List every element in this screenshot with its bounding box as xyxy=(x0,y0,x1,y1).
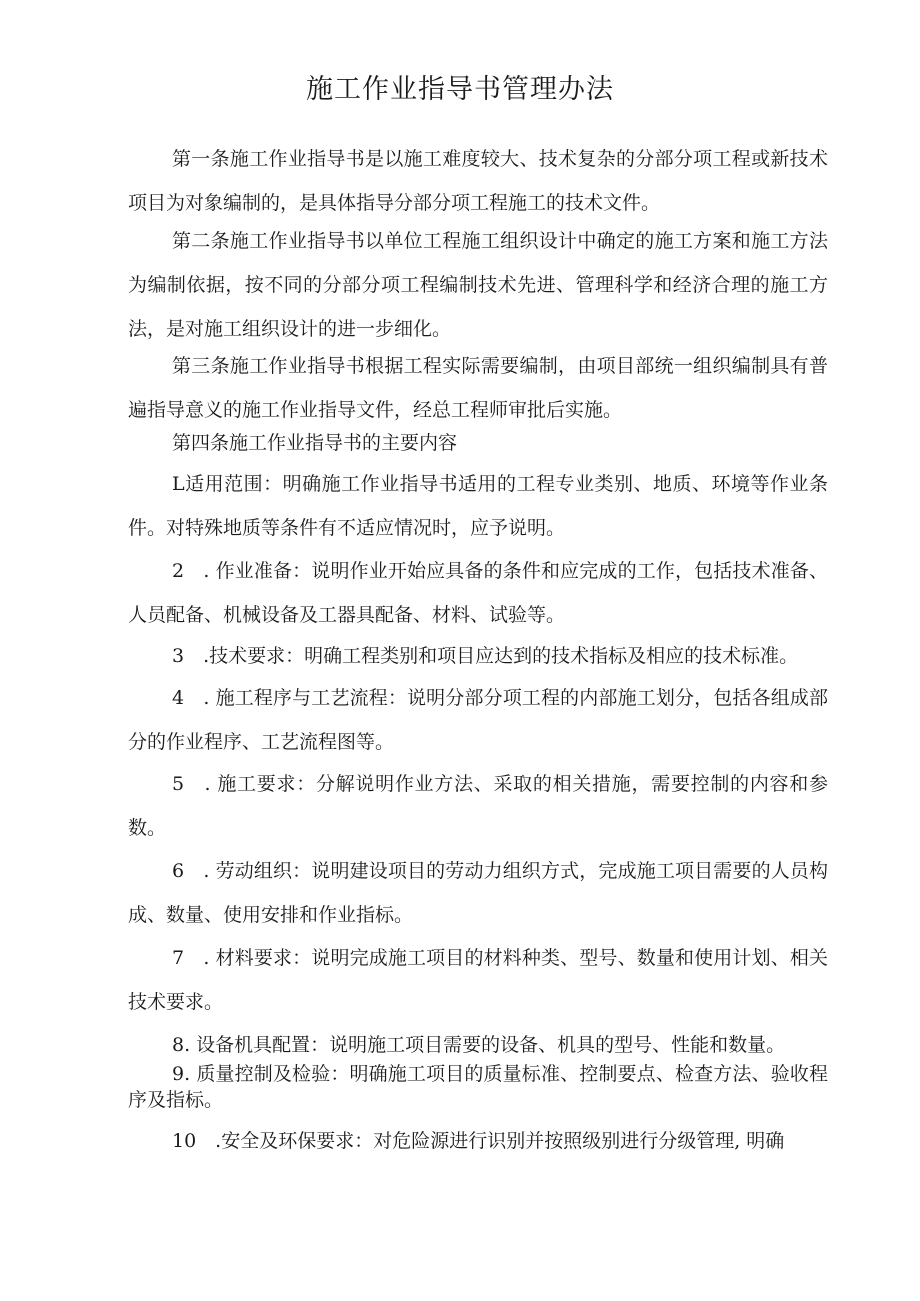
paragraph-item-7: 7 . 材料要求：说明完成施工项目的材料种类、型号、数量和使用计划、相关技术要求。 xyxy=(128,947,828,1013)
paragraph-item-9: 9. 质量控制及检验：明确施工项目的质量标准、控制要点、检查方法、验收程序及指标。 xyxy=(128,1063,828,1111)
paragraph-item-5: 5 . 施工要求：分解说明作业方法、采取的相关措施，需要控制的内容和参数。 xyxy=(128,773,828,839)
paragraph-item-6: 6 . 劳动组织：说明建设项目的劳动力组织方式，完成施工项目需要的人员构成、数量、使用安排和作业指标。 xyxy=(128,860,828,926)
paragraph-item-3: 3 .技术要求：明确工程类别和项目应达到的技术指标及相应的技术标准。 xyxy=(172,645,799,667)
paragraph-item-8: 8. 设备机具配置：说明施工项目需要的设备、机具的型号、性能和数量。 xyxy=(172,1034,786,1056)
paragraph-article-2: 第二条施工作业指导书以单位工程施工组织设计中确定的施工方案和施工方法为编制依据，按不同的分部分项工程编制技术先进、管理科学和经济合理的施工方法，是对施工组织设计的进一步细化。 xyxy=(128,230,828,340)
paragraph-item-10: 10 .安全及环保要求：对危险源进行识别并按照级别进行分级管理, 明确 xyxy=(172,1130,785,1152)
document-title: 施工作业指导书管理办法 xyxy=(306,74,614,105)
paragraph-item-4: 4 . 施工程序与工艺流程：说明分部分项工程的内部施工划分，包括各组成部分的作业程序、工艺流程图等。 xyxy=(128,687,828,753)
paragraph-article-3: 第三条施工作业指导书根据工程实际需要编制，由项目部统一组织编制具有普遍指导意义的施工作业指导文件，经总工程师审批后实施。 xyxy=(128,355,828,421)
paragraph-item-1: L适用范围：明确施工作业指导书适用的工程专业类别、地质、环境等作业条件。对特殊地质等条件有不适应情况时，应予说明。 xyxy=(128,473,828,539)
paragraph-article-4-heading: 第四条施工作业指导书的主要内容 xyxy=(172,432,458,454)
paragraph-article-1: 第一条施工作业指导书是以施工难度较大、技术复杂的分部分项工程或新技术项目为对象编制的，是具体指导分部分项工程施工的技术文件。 xyxy=(128,148,828,214)
paragraph-item-2: 2 . 作业准备：说明作业开始应具备的条件和应完成的工作，包括技术准备、人员配备、机械设备及工器具配备、材料、试验等。 xyxy=(128,560,828,626)
